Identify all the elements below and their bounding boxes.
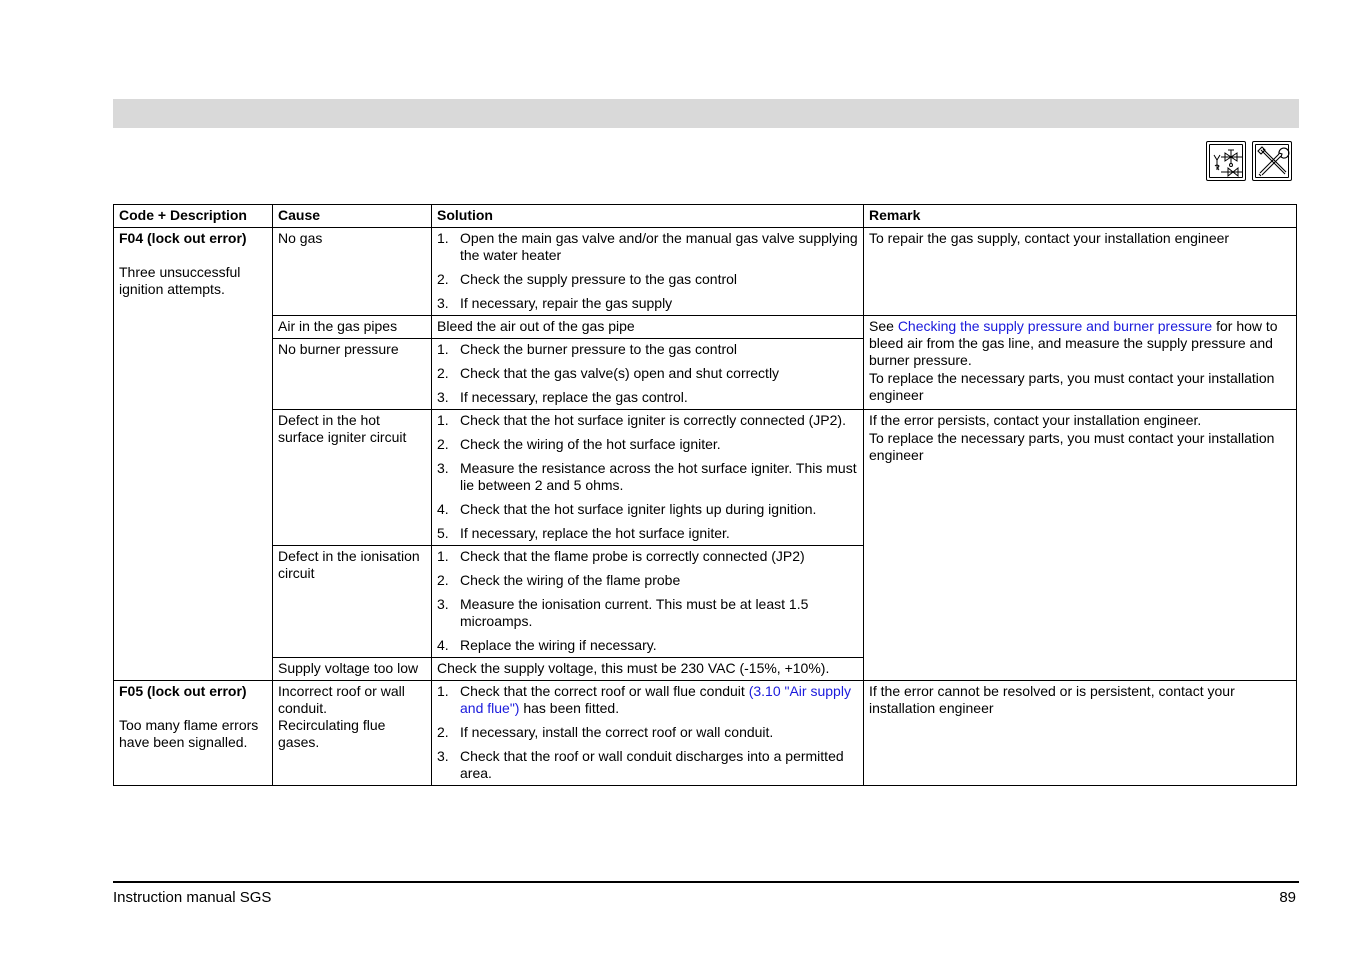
table-row [114,316,1297,339]
list-item: 3. If necessary, replace the gas control. [437,389,688,405]
list-item: 4. Check that the hot surface igniter lights up during ignition. [437,501,817,517]
solution-cell: Check the supply voltage, this must be 230 VAC (-15%, +10%). [432,658,864,681]
list-item: 2. Check the wiring of the flame probe [437,572,681,588]
page-number: 89 [1279,889,1296,906]
cause-cell: Defect in the hot surface igniter circuit [273,410,432,546]
footer-title: Instruction manual SGS [113,889,272,906]
code-description: Too many flame errors have been signalled. [119,717,259,750]
list-item: 1. Check that the correct roof or wall flue conduit (3.10 "Air supply and flue") has been fitted. [437,683,851,716]
list-item: 1. Check that the hot surface igniter is correctly connected (JP2). [437,412,846,428]
table-header-row [114,205,1297,228]
solution-cell [432,681,864,786]
list-item: 1. Check the burner pressure to the gas control [437,341,738,357]
list-item: 1. Open the main gas valve and/or the manual gas valve supplying the water heater [437,230,858,263]
header-remark: Remark [864,205,1297,228]
solution-cell [432,546,864,658]
fault-table [113,204,1297,786]
cause-cell: Supply voltage too low [273,658,432,681]
list-item: 2. Check the supply pressure to the gas control [437,271,738,287]
list-item: 3. Measure the ionisation current. This must be at least 1.5 microamps. [437,596,809,629]
remark-cell: See Checking the supply pressure and burner pressure for how to bleed air from the gas line, and measure the supply pressure and burner pressure. To replace the necessary parts, you must contact your installation engineer [864,316,1297,410]
remark-cell: If the error persists, contact your installation engineer. To replace the necessary parts, you must contact your installation engineer [864,410,1297,681]
list-item: 4. Replace the wiring if necessary. [437,637,657,653]
cause-cell: No gas [273,228,432,316]
code-description: Three unsuccessful ignition attempts. [119,264,241,297]
cause-cell: Air in the gas pipes [273,316,432,339]
footer-rule [113,881,1299,883]
list-item: 3. If necessary, repair the gas supply [437,295,673,311]
cause-cell: No burner pressure [273,339,432,410]
code-cell-f04 [114,228,273,681]
gas-valve-icon [1206,141,1246,181]
list-item: 3. Check that the roof or wall conduit discharges into a permitted area. [437,748,844,781]
table-row [114,228,1297,316]
list-item: 1. Check that the flame probe is correctly connected (JP2) [437,548,805,564]
table-row [114,410,1297,546]
remark-cell: To repair the gas supply, contact your installation engineer [864,228,1297,316]
list-item: 3. Measure the resistance across the hot surface igniter. This must lie between 2 and 5 ohms. [437,460,857,493]
list-item: 5. If necessary, replace the hot surface igniter. [437,525,730,541]
solution-cell [432,410,864,546]
pressure-check-link[interactable]: Checking the supply pressure and burner pressure [897,318,1213,334]
tools-icon [1252,141,1292,181]
air-supply-flue-link[interactable]: (3.10 "Air supply and flue") [460,683,851,716]
solution-cell: Bleed the air out of the gas pipe [432,316,864,339]
header-bar [113,99,1299,128]
header-cause: Cause [273,205,432,228]
header-code: Code + Description [114,205,273,228]
code-title: F05 (lock out error) [119,683,247,699]
header-solution: Solution [432,205,864,228]
list-item: 2. Check the wiring of the hot surface igniter. [437,436,721,452]
section-icons [1206,141,1292,181]
list-item: 2. Check that the gas valve(s) open and shut correctly [437,365,780,381]
list-item: 2. If necessary, install the correct roof or wall conduit. [437,724,774,740]
remark-cell: If the error cannot be resolved or is persistent, contact your installation engineer [864,681,1297,786]
code-cell-f05 [114,681,273,786]
solution-cell [432,228,864,316]
code-title: F04 (lock out error) [119,230,247,246]
table-row [114,681,1297,786]
cause-cell: Defect in the ionisation circuit [273,546,432,658]
solution-cell [432,339,864,410]
cause-cell: Incorrect roof or wall conduit. Recirculating flue gases. [273,681,432,786]
